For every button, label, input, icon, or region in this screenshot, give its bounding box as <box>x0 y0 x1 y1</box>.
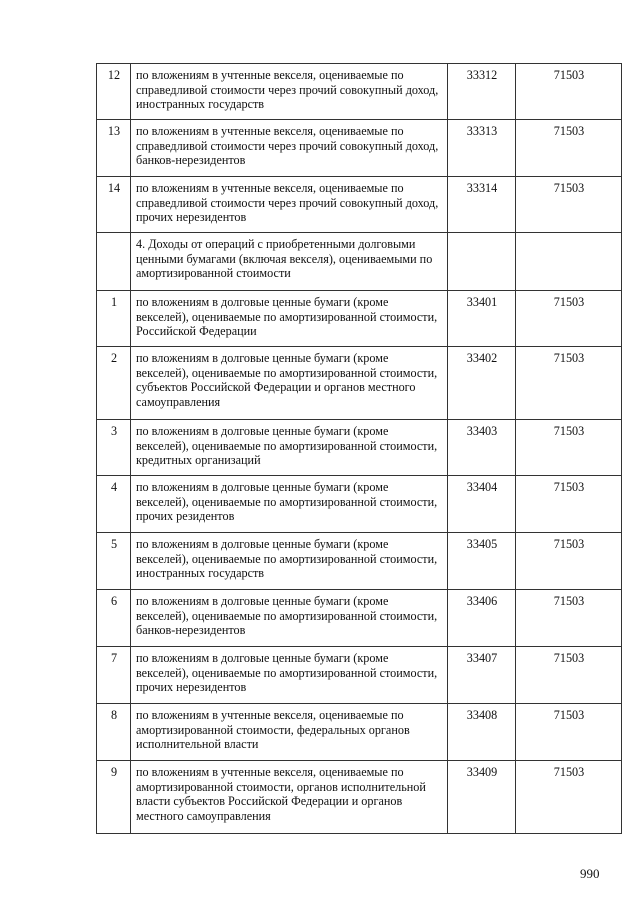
row-account: 71503 <box>516 761 622 834</box>
row-account: 71503 <box>516 347 622 420</box>
row-code: 33408 <box>448 704 516 761</box>
row-number: 14 <box>97 177 131 233</box>
table-row <box>97 590 622 647</box>
row-description: по вложениям в долговые ценные бумаги (кроме векселей), оцениваемые по амортизированной стоимости, субъектов Российской Федерации и органов местного самоуправления <box>131 347 448 420</box>
row-account: 71503 <box>516 64 622 120</box>
table-row <box>97 420 622 476</box>
table-row <box>97 64 622 120</box>
row-code: 33314 <box>448 177 516 233</box>
row-account: 71503 <box>516 533 622 590</box>
row-number: 8 <box>97 704 131 761</box>
row-code: 33405 <box>448 533 516 590</box>
table-row <box>97 177 622 233</box>
row-number <box>97 233 131 291</box>
row-number: 9 <box>97 761 131 834</box>
row-description: по вложениям в долговые ценные бумаги (кроме векселей), оцениваемые по амортизированной стоимости, прочих резидентов <box>131 476 448 533</box>
row-account: 71503 <box>516 177 622 233</box>
table-row <box>97 704 622 761</box>
table-row <box>97 533 622 590</box>
row-number: 13 <box>97 120 131 177</box>
row-account: 71503 <box>516 120 622 177</box>
table-row <box>97 120 622 177</box>
row-account <box>516 233 622 291</box>
row-description: по вложениям в учтенные векселя, оцениваемые по справедливой стоимости через прочий совокупный доход, прочих нерезидентов <box>131 177 448 233</box>
row-number: 2 <box>97 347 131 420</box>
row-number: 5 <box>97 533 131 590</box>
row-account: 71503 <box>516 476 622 533</box>
row-number: 1 <box>97 291 131 347</box>
table-row <box>97 291 622 347</box>
row-description: по вложениям в учтенные векселя, оцениваемые по справедливой стоимости через прочий совокупный доход, иностранных государств <box>131 64 448 120</box>
row-number: 12 <box>97 64 131 120</box>
row-description: по вложениям в учтенные векселя, оцениваемые по амортизированной стоимости, органов исполнительной власти субъектов Российской Федерации и органов местного самоуправления <box>131 761 448 834</box>
table-row <box>97 476 622 533</box>
row-description: по вложениям в долговые ценные бумаги (кроме векселей), оцениваемые по амортизированной стоимости, прочих нерезидентов <box>131 647 448 704</box>
row-number: 7 <box>97 647 131 704</box>
page-number: 990 <box>580 866 600 881</box>
row-description: по вложениям в долговые ценные бумаги (кроме векселей), оцениваемые по амортизированной стоимости, иностранных государств <box>131 533 448 590</box>
section-header-row <box>97 233 622 291</box>
row-account: 71503 <box>516 590 622 647</box>
row-description: по вложениям в учтенные векселя, оцениваемые по справедливой стоимости через прочий совокупный доход, банков-нерезидентов <box>131 120 448 177</box>
row-account: 71503 <box>516 420 622 476</box>
row-description: по вложениям в долговые ценные бумаги (кроме векселей), оцениваемые по амортизированной стоимости, банков-нерезидентов <box>131 590 448 647</box>
row-number: 3 <box>97 420 131 476</box>
row-account: 71503 <box>516 647 622 704</box>
row-code: 33406 <box>448 590 516 647</box>
table-row <box>97 761 622 834</box>
row-description: по вложениям в долговые ценные бумаги (кроме векселей), оцениваемые по амортизированной стоимости, кредитных организаций <box>131 420 448 476</box>
row-code: 33313 <box>448 120 516 177</box>
row-code: 33407 <box>448 647 516 704</box>
row-description: по вложениям в учтенные векселя, оцениваемые по амортизированной стоимости, федеральных органов исполнительной власти <box>131 704 448 761</box>
row-description: по вложениям в долговые ценные бумаги (кроме векселей), оцениваемые по амортизированной стоимости, Российской Федерации <box>131 291 448 347</box>
row-code: 33404 <box>448 476 516 533</box>
row-code: 33401 <box>448 291 516 347</box>
row-account: 71503 <box>516 291 622 347</box>
row-number: 4 <box>97 476 131 533</box>
row-account: 71503 <box>516 704 622 761</box>
row-number: 6 <box>97 590 131 647</box>
accounts-table <box>96 63 622 834</box>
row-code: 33403 <box>448 420 516 476</box>
row-code: 33409 <box>448 761 516 834</box>
table-row <box>97 647 622 704</box>
row-code: 33312 <box>448 64 516 120</box>
row-code <box>448 233 516 291</box>
section-title: 4. Доходы от операций с приобретенными долговыми ценными бумагами (включая векселя), оцениваемыми по амортизированной стоимости <box>131 233 448 291</box>
table-row <box>97 347 622 420</box>
row-code: 33402 <box>448 347 516 420</box>
